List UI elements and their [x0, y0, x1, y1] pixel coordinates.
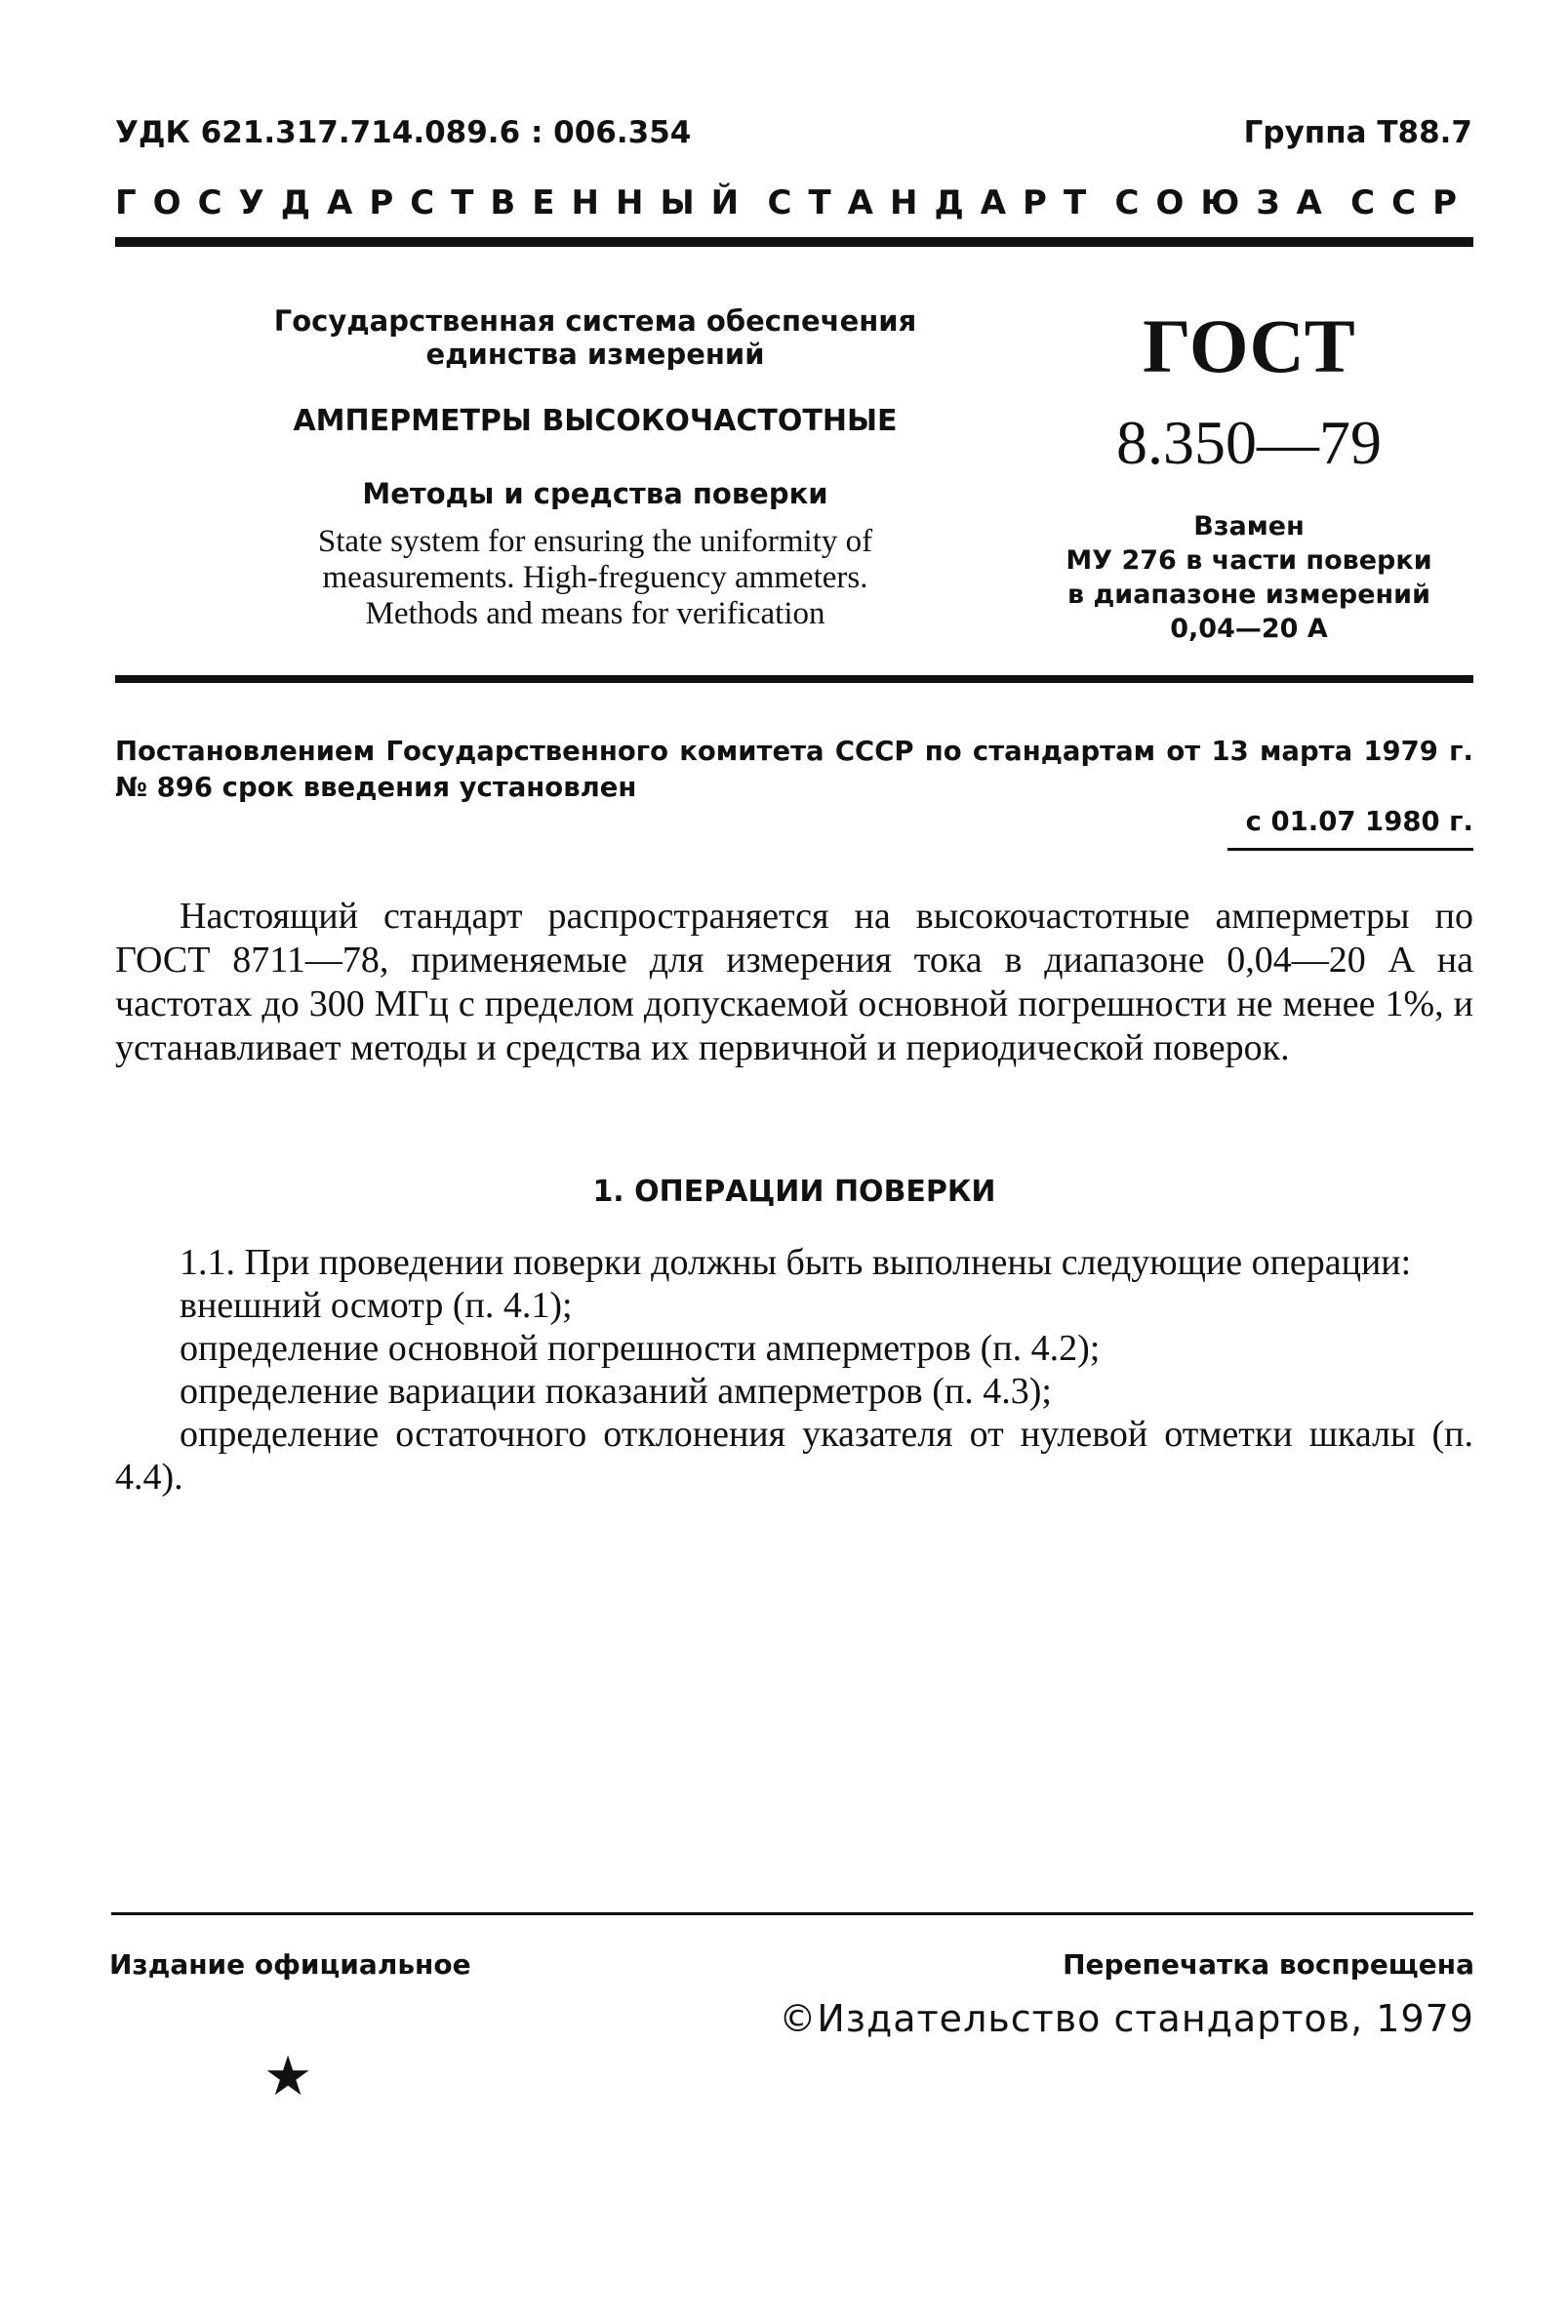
document-title: АМПЕРМЕТРЫ ВЫСОКОЧАСТОТНЫЕ — [293, 404, 898, 438]
udk-code: УДК 621.317.714.089.6 : 006.354 — [115, 115, 692, 150]
operations-list — [115, 1241, 1473, 1499]
document-subtitle: Методы и средства поверки — [362, 477, 828, 510]
banner-word: СОЮЗА — [1114, 183, 1339, 222]
reprint-note: Перепечатка воспрещена — [1063, 1948, 1474, 1981]
gost-label: ГОСТ — [1143, 303, 1355, 388]
list-item: внешний осмотр (п. 4.1); — [180, 1285, 573, 1326]
english-title: State system for ensuring the uniformity of measurements. High-freguency ammeters. Methods and means for verification — [317, 524, 873, 631]
footer-rule — [111, 1912, 1473, 1915]
intro-paragraph: Настоящий стандарт распространяется на высокочастотные амперметры по ГОСТ 8711—78, применяемые для измерения тока в диапазоне 0,04—20 А на частотах до 300 МГц с пределом допускаемой основной погрешности не менее 1%, и устанавливает методы и средства их первичной и периодической поверок. — [115, 896, 1473, 1068]
title-rule — [115, 675, 1473, 683]
date-underline — [1227, 848, 1473, 851]
section-heading: 1. ОПЕРАЦИИ ПОВЕРКИ — [592, 1175, 996, 1209]
banner-word: ГОСУДАРСТВЕННЫЙ — [115, 183, 756, 222]
group-code: Группа Т88.7 — [1243, 115, 1472, 150]
replaces-note: Взамен МУ 276 в части поверки в диапазоне измерений 0,04—20 А — [1065, 511, 1432, 644]
banner-word: СТАНДАРТ — [767, 183, 1104, 222]
star-icon: ★ — [263, 2047, 313, 2107]
list-item: определение вариации показаний амперметров (п. 4.3); — [180, 1371, 1052, 1412]
list-item: определение основной погрешности амперметров (п. 4.2); — [180, 1328, 1101, 1369]
effective-date: с 01.07 1980 г. — [1245, 806, 1473, 837]
gost-number: 8.350—79 — [1116, 408, 1382, 477]
list-item: определение остаточного отклонения указателя от нулевой отметки шкалы (п. 4.4). — [115, 1414, 1473, 1498]
edition-note: Издание официальное — [109, 1948, 471, 1981]
decree-text: Постановлением Государственного комитета СССР по стандартам от 13 марта 1979 г. № 896 срок введения установлен — [115, 736, 1473, 803]
banner-word: ССР — [1350, 183, 1473, 222]
standard-banner — [115, 183, 1473, 222]
clause-1-1: 1.1. При проведении поверки должны быть выполнены следующие операции: — [180, 1242, 1412, 1283]
header-rule — [115, 237, 1473, 247]
title-block — [215, 304, 976, 632]
gost-block — [1025, 302, 1473, 646]
copyright-note: ©Издательство стандартов, 1979 — [779, 1997, 1474, 2040]
system-name: Государственная система обеспечения единства измерений — [273, 304, 917, 371]
